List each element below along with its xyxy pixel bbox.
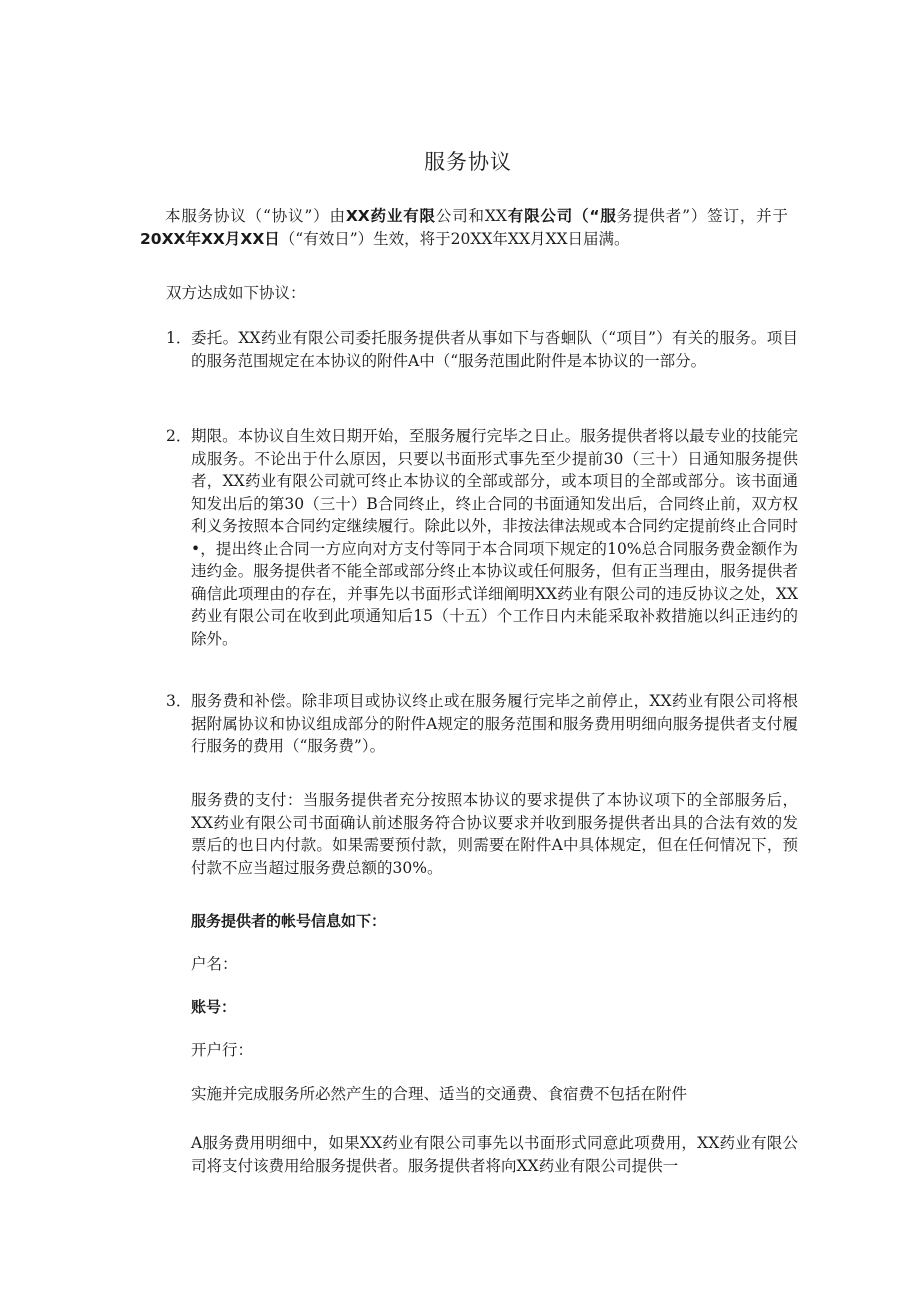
intro-text-4: （“有效日”）生效，将于20XX年XX月XX日届满。 — [279, 229, 630, 248]
clause-2 — [166, 425, 798, 650]
intro-text-3: 务提供者”）签订，并于 — [616, 207, 788, 225]
intro-effective-date: 20XX年XX月XX日 — [140, 229, 280, 248]
expenses-paragraph: A服务费用明细中，如果XX药业有限公司事先以书面形式同意此项费用，XX药业有限公司将支付该费用给服务提供者。服务提供者将向XX药业有限公司提供一 — [191, 1134, 798, 1175]
clause-text: 期限。本协议自生效日期开始，至服务履行完毕之日止。服务提供者将以最专业的技能完成服务。不论出于什么原因，只要以书面形式事先至少提前30（三十）日通知服务提供者，XX药业有限公司就可终止本协议的全部或部分，或本项目的全部或部分。该书面通知发出后的第30（三十）B合同终止，终止合同的书面通知发出后，合同终止前，双方权利义务按照本合同约定继续履行。除此以外，非按法律法规或本合同约定提前终止合同时•，提出终止合同一方应向对方支付等同于本合同项下规定的10%总合同服务费金额作为违约金。服务提供者不能全部或部分终止本协议或任何服务，但有正当理由，服务提供者确信此项理由的存在，并事先以书面形式详细阐明XX药业有限公司的违反协议之处，XX药业有限公司在收到此项通知后15（十五）个工作日内未能采取补救措施以纠正违约的除外。 — [191, 427, 798, 648]
clause-text: 服务费和补偿。除非项目或协议终止或在服务履行完毕之前停止，XX药业有限公司将根据附属协议和协议组成部分的附件A规定的服务范围和服务费用明细向服务提供者支付履行服务的费用（“服务费”）。 — [191, 692, 798, 755]
account-info-heading: 服务提供者的帐号信息如下： — [191, 912, 387, 930]
document-title: 服务协议 — [424, 150, 512, 174]
agreement-line: 双方达成如下协议： — [166, 284, 306, 302]
account-number-label: 账号： — [191, 998, 237, 1016]
intro-paragraph — [140, 205, 788, 250]
account-bank-label: 开户行： — [191, 1041, 254, 1059]
clause-3 — [166, 690, 798, 758]
clause-text: 委托。XX药业有限公司委托服务提供者从事如下与沓蛔队（“项目”）有关的服务。项目的服务范围规定在本协议的附件A中（“服务范围此附件是本协议的一部分。 — [191, 329, 798, 370]
account-name-label: 户名： — [191, 955, 238, 973]
clause-number: 1． — [166, 329, 192, 347]
clause-number: 3． — [166, 692, 192, 710]
expenses-paragraph-line: 实施并完成服务所必然产生的合理、适当的交通费、食宿费不包括在附件 — [191, 1085, 688, 1103]
clause-number: 2． — [166, 427, 192, 445]
intro-party-a: XX药业有限 — [345, 207, 436, 225]
clause-1 — [166, 327, 798, 372]
payment-paragraph: 服务费的支付：当服务提供者充分按照本协议的要求提供了本协议项下的全部服务后，XX药业有限公司书面确认前述服务符合协议要求并收到服务提供者出具的合法有效的发票后的也日内付款。如果需要预付款，则需要在附件A中具体规定，但在任何情况下，预付款不应当超过服务费总额的30%。 — [191, 791, 798, 877]
intro-text-2: 公司和XX — [435, 207, 507, 225]
intro-party-b: 有限公司（“服 — [506, 207, 617, 225]
intro-text-1: 本服务协议（“协议”）由 — [165, 207, 346, 225]
